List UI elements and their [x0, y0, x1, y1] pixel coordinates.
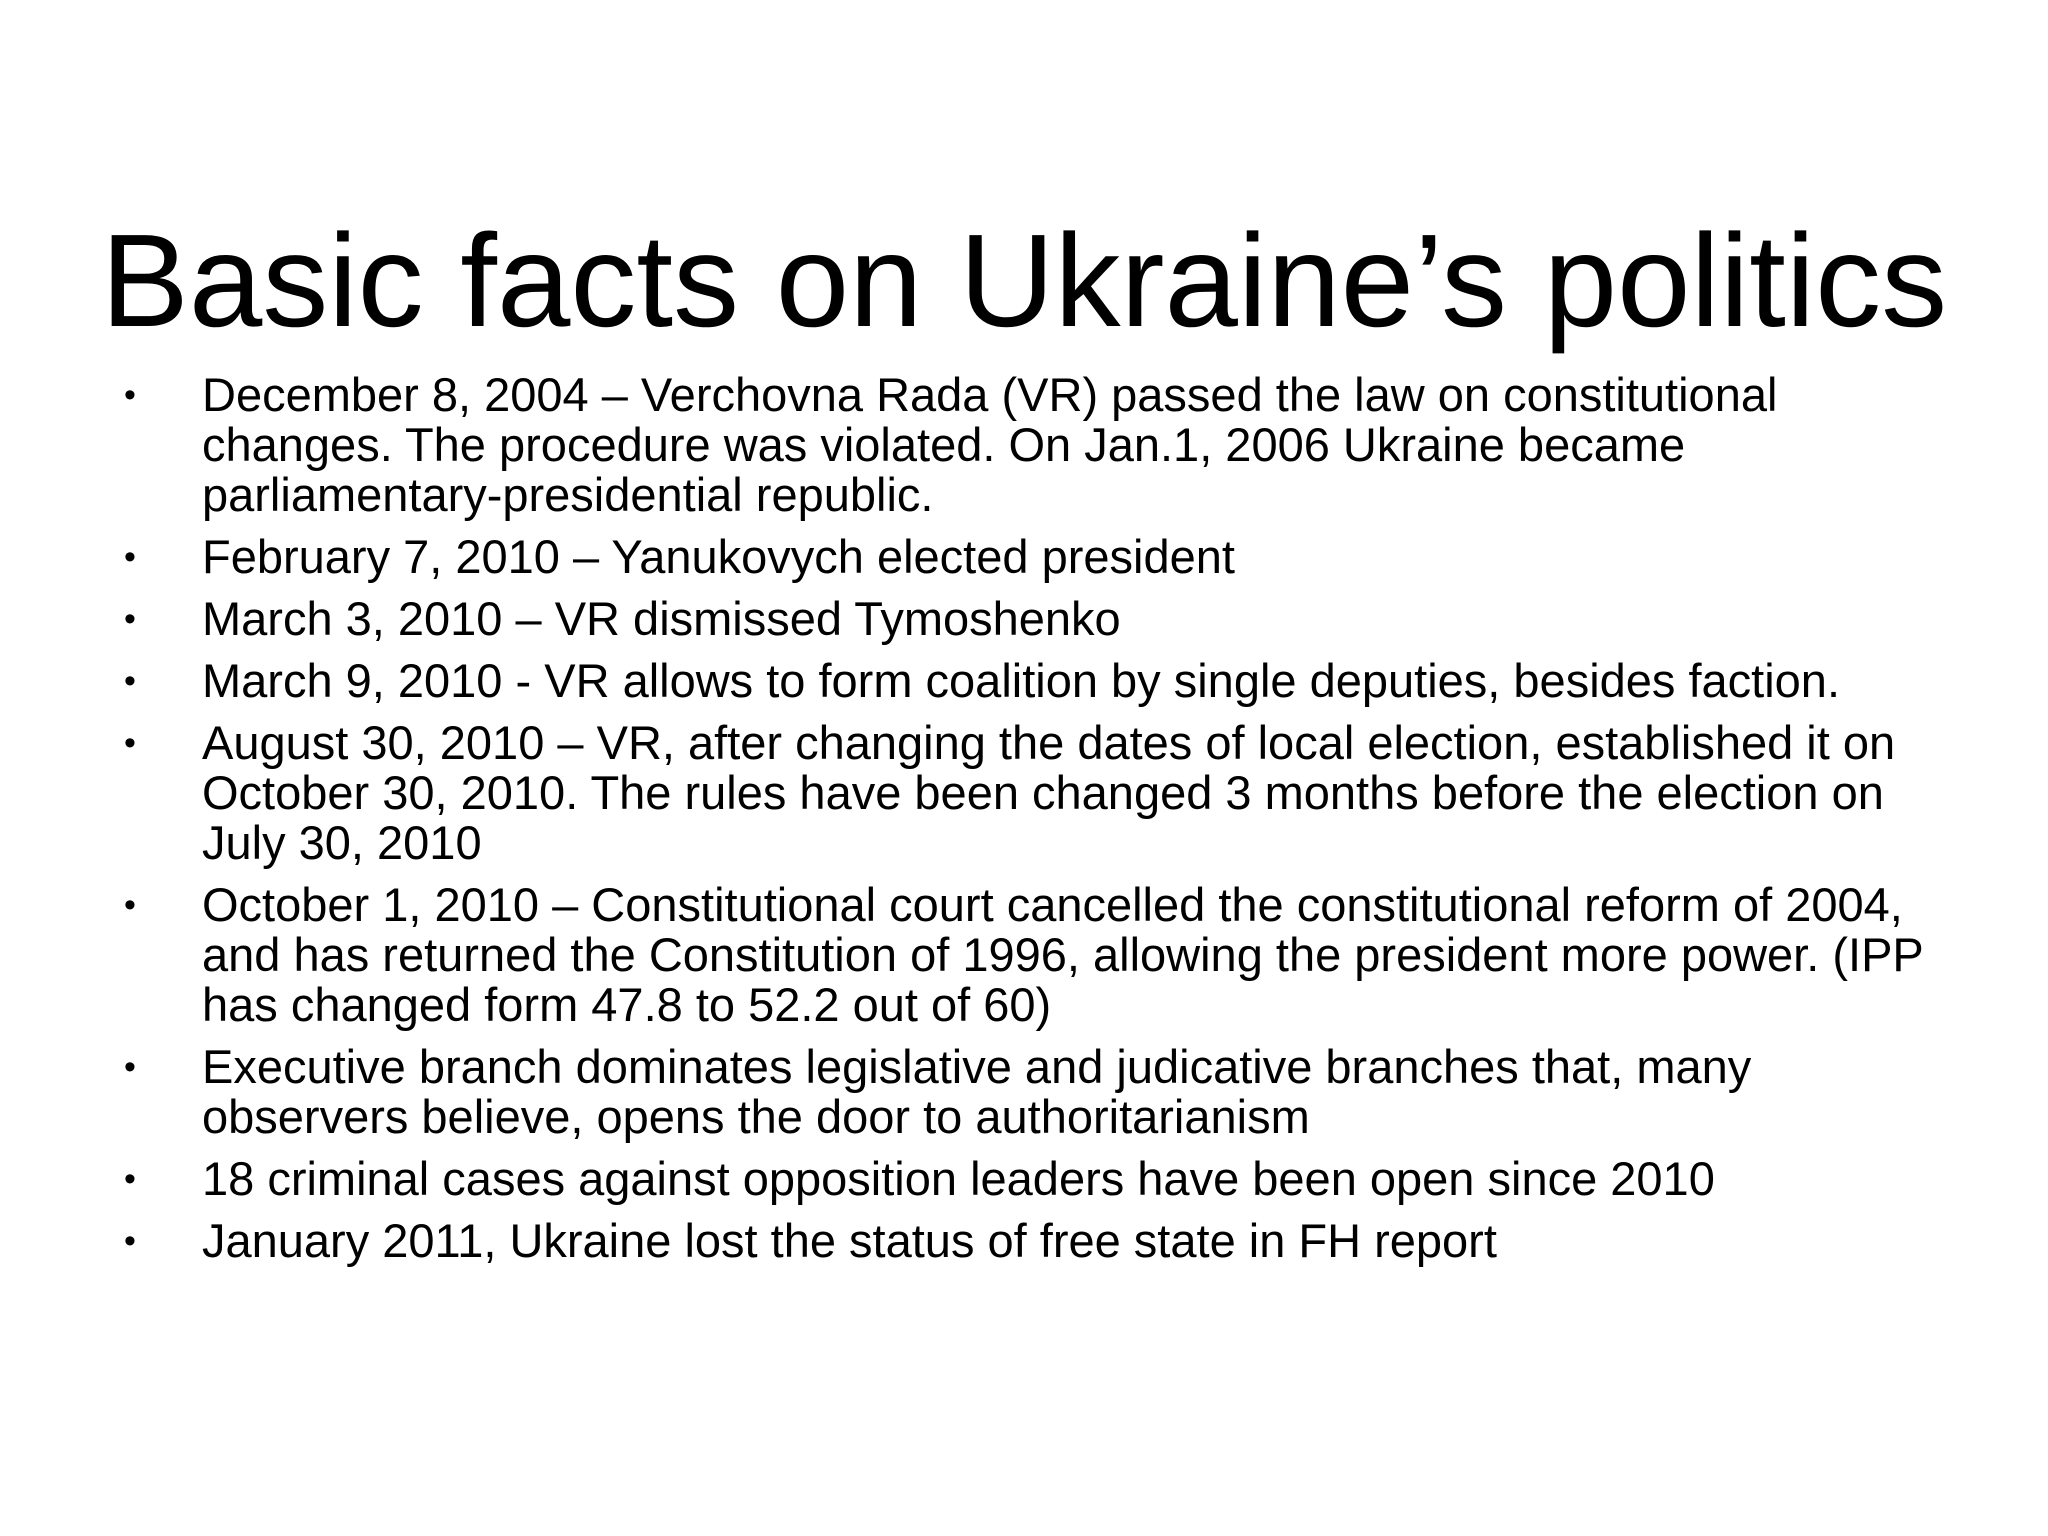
bullet-text: Executive branch dominates legislative and judicative branches that, many observers believe, opens the door to authoritarianism	[202, 1040, 1752, 1143]
bullet-icon: •	[124, 600, 136, 638]
bullet-icon: •	[124, 538, 136, 576]
bullet-item	[120, 1154, 1970, 1204]
bullet-icon: •	[124, 724, 136, 762]
bullet-icon: •	[124, 662, 136, 700]
bullet-text: February 7, 2010 – Yanukovych elected president	[202, 530, 1235, 583]
bullet-text: March 3, 2010 – VR dismissed Tymoshenko	[202, 592, 1121, 645]
bullet-icon: •	[124, 886, 136, 924]
bullet-item	[120, 880, 1970, 1030]
bullet-text: October 1, 2010 – Constitutional court cancelled the constitutional reform of 2004, and has returned the Constitution of 1996, allowing the president more power. (IPP has changed form 47.8 to 52.2 out of 60)	[202, 878, 1923, 1031]
bullet-item	[120, 1216, 1970, 1266]
bullet-icon: •	[124, 376, 136, 414]
bullet-text: March 9, 2010 - VR allows to form coalition by single deputies, besides faction.	[202, 654, 1841, 707]
bullet-icon: •	[124, 1160, 136, 1198]
bullet-text: December 8, 2004 – Verchovna Rada (VR) passed the law on constitutional changes. The procedure was violated. On Jan.1, 2006 Ukraine became parliamentary-presidential republic.	[202, 368, 1778, 521]
bullet-text: 18 criminal cases against opposition leaders have been open since 2010	[202, 1152, 1715, 1205]
bullet-icon: •	[124, 1222, 136, 1260]
bullet-text: August 30, 2010 – VR, after changing the dates of local election, established it on October 30, 2010. The rules have been changed 3 months before the election on July 30, 2010	[202, 716, 1896, 869]
bullet-item	[120, 718, 1970, 868]
bullet-icon: •	[124, 1048, 136, 1086]
bullet-item	[120, 370, 1970, 520]
bullet-item	[120, 594, 1970, 644]
bullet-item	[120, 532, 1970, 582]
slide-title: Basic facts on Ukraine’s politics	[100, 207, 1948, 355]
bullet-list	[120, 370, 1970, 1278]
bullet-item	[120, 1042, 1970, 1142]
bullet-item	[120, 656, 1970, 706]
bullet-text: January 2011, Ukraine lost the status of free state in FH report	[202, 1214, 1497, 1267]
